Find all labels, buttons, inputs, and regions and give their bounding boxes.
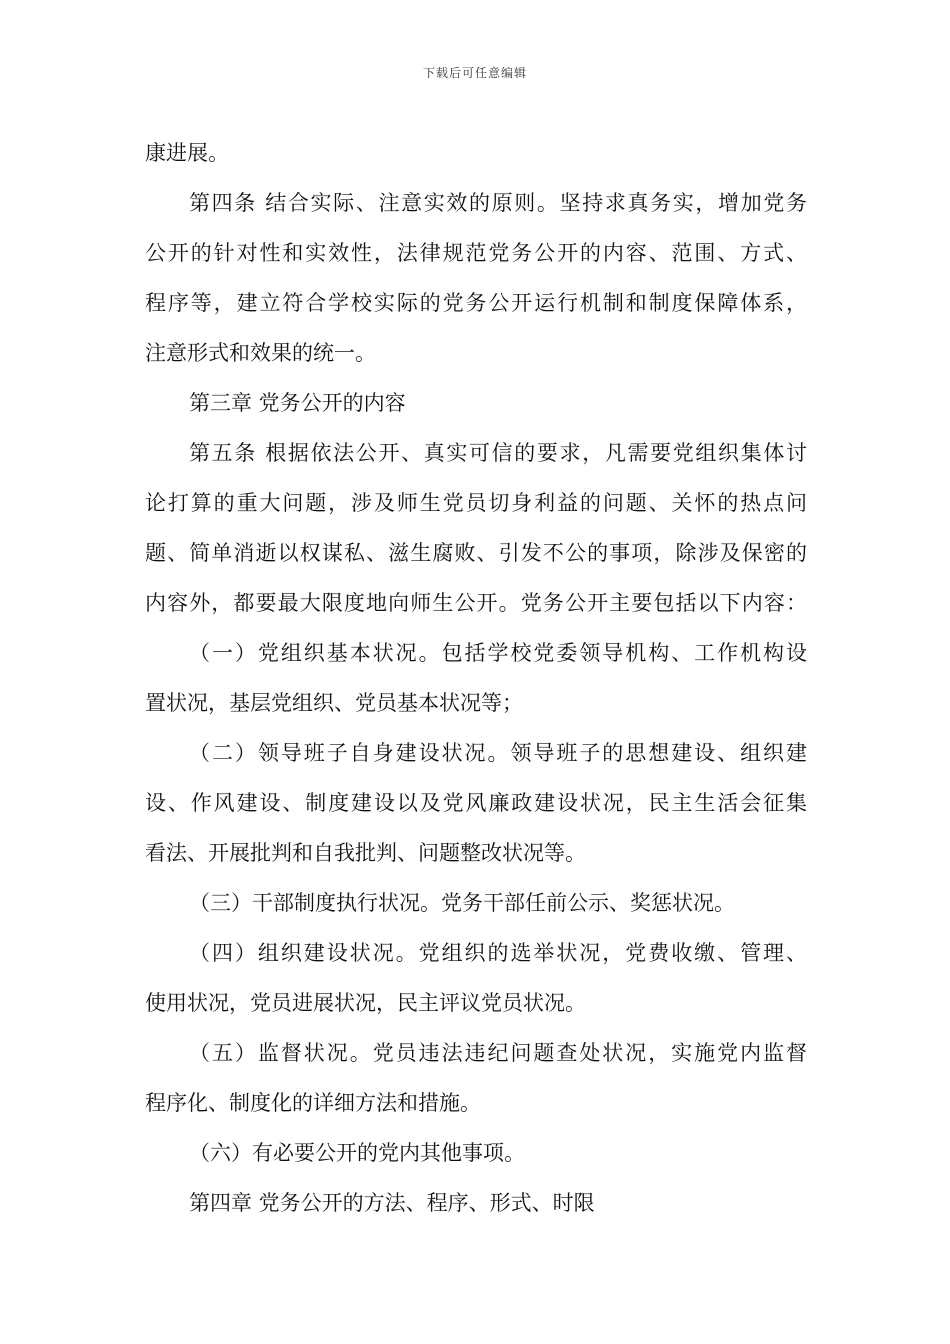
article-5-heading-line: 第五条 根据依法公开、真实可信的要求，凡需要党组织集体讨 — [189, 441, 807, 465]
body-line: 程序等，建立符合学校实际的党务公开运行机制和制度保障体系， — [145, 291, 807, 315]
list-item-6: （六）有必要公开的党内其他事项。 — [189, 1141, 525, 1165]
body-line: 看法、开展批判和自我批判、问题整改状况等。 — [145, 841, 586, 865]
document-body — [145, 128, 807, 1228]
body-line: 康进展。 — [145, 141, 229, 165]
body-line: 题、简单消逝以权谋私、滋生腐败、引发不公的事项，除涉及保密的 — [145, 541, 807, 565]
body-line: 程序化、制度化的详细方法和措施。 — [145, 1091, 481, 1115]
page-header: 下载后可任意编辑 — [422, 66, 527, 80]
list-item-3: （三）干部制度执行状况。党务干部任前公示、奖惩状况。 — [189, 891, 735, 915]
list-item-5: （五）监督状况。党员违法违纪问题查处状况，实施党内监督 — [189, 1041, 807, 1065]
body-line: 公开的针对性和实效性，法律规范党务公开的内容、范围、方式、 — [145, 241, 807, 265]
list-item-1: （一）党组织基本状况。包括学校党委领导机构、工作机构设 — [189, 641, 807, 665]
list-item-2: （二）领导班子自身建设状况。领导班子的思想建设、组织建 — [189, 741, 807, 765]
body-line: 置状况，基层党组织、党员基本状况等； — [145, 691, 523, 715]
body-line: 论打算的重大问题，涉及师生党员切身利益的问题、关怀的热点问 — [145, 491, 807, 515]
body-line: 内容外，都要最大限度地向师生公开。党务公开主要包括以下内容： — [145, 591, 807, 615]
body-line: 设、作风建设、制度建设以及党风廉政建设状况，民主生活会征集 — [145, 791, 807, 815]
body-line: 使用状况，党员进展状况，民主评议党员状况。 — [145, 991, 586, 1015]
article-4-heading-line: 第四条 结合实际、注意实效的原则。坚持求真务实，增加党务 — [189, 191, 807, 215]
chapter-3-heading: 第三章 党务公开的内容 — [189, 391, 406, 415]
list-item-4: （四）组织建设状况。党组织的选举状况，党费收缴、管理、 — [189, 941, 807, 965]
chapter-4-heading: 第四章 党务公开的方法、程序、形式、时限 — [189, 1191, 595, 1215]
body-line: 注意形式和效果的统一。 — [145, 341, 376, 365]
